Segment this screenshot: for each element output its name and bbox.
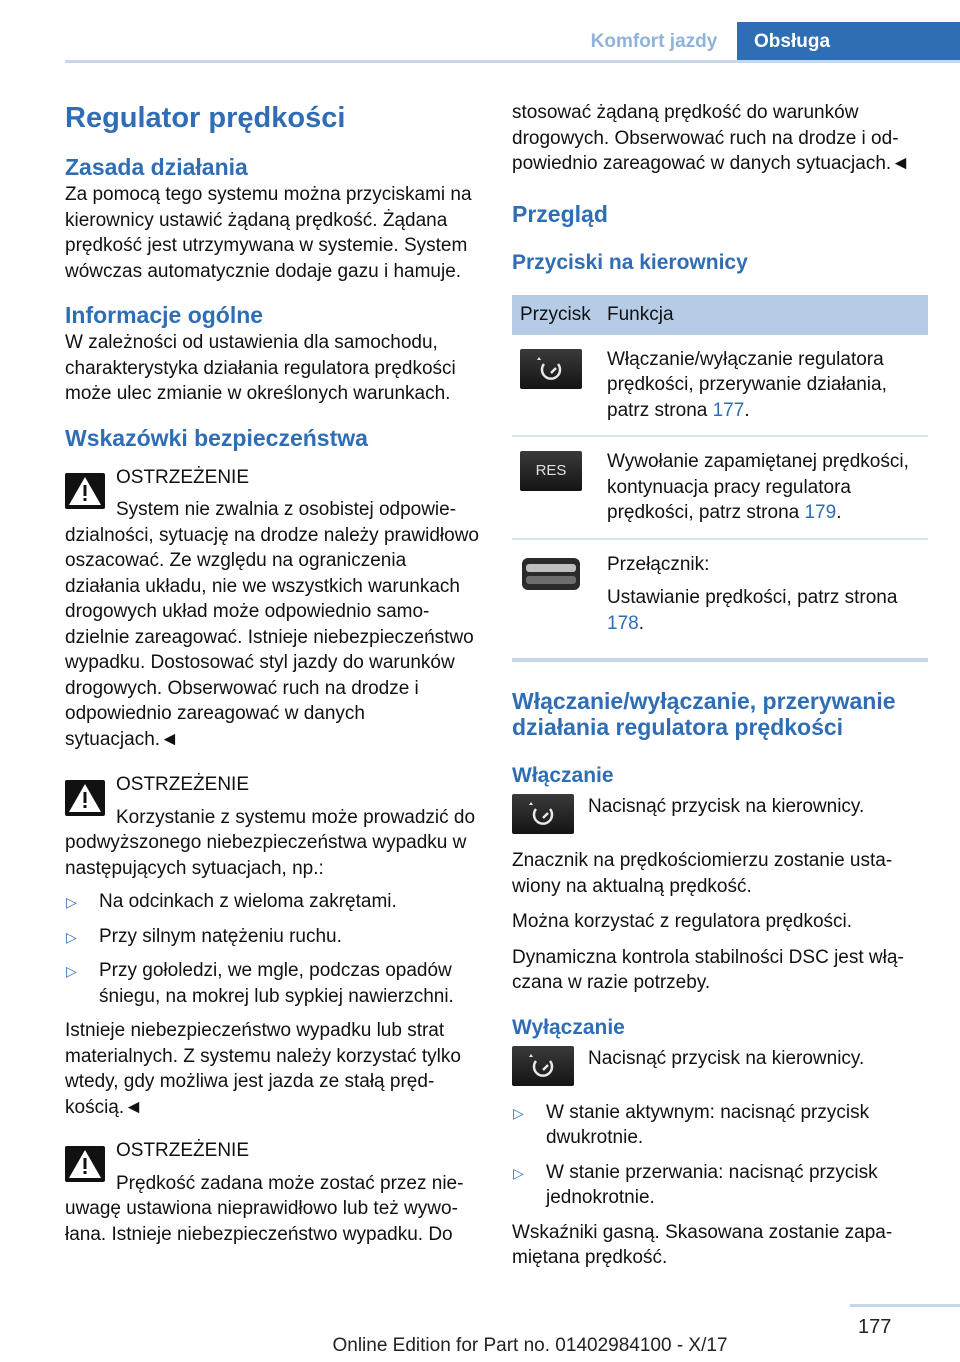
warning-3-text: Prędkość zadana może zostać przez nieuwagę ustawiona nieprawidłowo lub też wywołana. Istnieje niebezpieczeństwo wypadku. Do	[65, 1172, 464, 1245]
off-instruction: Nacisnąć przycisk na kierownicy.	[512, 1046, 932, 1086]
bullet-triangle-icon: ▷	[513, 1164, 524, 1181]
page-link[interactable]: 178	[607, 612, 639, 634]
bullet-triangle-icon: ▷	[513, 1104, 524, 1121]
table-cell-function: Przełącznik: Ustawianie prędkości, patrz strona 178.	[607, 553, 898, 634]
warning-triangle-icon	[65, 1146, 105, 1182]
table-header-button: Przycisk	[520, 303, 591, 325]
principle-text: Za pomocą tego systemu można przyciskami na kierownicy ustawić żądaną prędkość. Żądana prędkość jest utrzymywana w systemie. System wówczas automatycznie dodaje gazu i hamuje.	[65, 184, 472, 282]
on-text-2: Można korzystać z regulatora prędkości.	[512, 911, 853, 932]
general-heading: Informacje ogólne	[65, 302, 264, 328]
warning-triangle-icon	[65, 780, 105, 816]
warning-1-text: System nie zwalnia z osobistej odpowiedzialności, sytuację na drodze należy prawidłowo oszacować. Ze względu na ograniczenia działania układu, nie we wszystkich warunkach drogowych układ może odpowiednio samodzielnie zareagować. Istnieje niebezpieczeństwo wypadku. Dostosować styl jazdy do warunków drogowych. Obserwować ruch na drodze i odpowiednio zareagować w danych sytuacjach.◄	[65, 499, 480, 750]
onoff-heading: Włączanie/wyłączanie, przerywanie działania regulatora prędkości	[512, 688, 896, 740]
on-instruction: Nacisnąć przycisk na kierownicy.	[512, 794, 932, 834]
list-item: ▷ W stanie aktywnym: nacisnąć przycisk dwukrotnie.	[513, 1101, 870, 1148]
on-text-1: Znacznik na prędkościomierzu zostanie ustawiony na aktualną prędkość.	[512, 850, 893, 897]
on-text-3: Dynamiczna kontrola stabilności DSC jest włączana w razie potrzeby.	[512, 946, 904, 993]
on-heading: Włączanie	[512, 764, 614, 787]
off-list	[512, 1100, 932, 1211]
edition-text: Online Edition for Part no. 01402984100 - X/17	[332, 1335, 728, 1356]
warning-block-2	[65, 772, 483, 881]
list-item: ▷ Przy silnym natężeniu ruchu.	[65, 924, 483, 950]
cruise-control-button-icon	[520, 349, 582, 389]
header-section-tab[interactable]: Komfort jazdy	[590, 31, 718, 52]
warning-block-3	[65, 1138, 483, 1247]
table-header-function: Funkcja	[607, 303, 674, 325]
buttons-heading: Przyciski na kierownicy	[512, 250, 748, 274]
principle-heading: Zasada działania	[65, 154, 248, 180]
warning-2-title: OSTRZEŻENIE	[116, 774, 250, 795]
off-heading: Wyłączanie	[512, 1015, 625, 1039]
res-button-icon: RES	[520, 451, 582, 491]
page-number: 177	[858, 1316, 892, 1338]
warning-1-title: OSTRZEŻENIE	[116, 466, 250, 488]
table-cell-function: Wywołanie zapamiętanej prędkości, kontynuacja pracy regulatora prędkości, patrz strona 179.	[607, 451, 909, 523]
table-bottom-rule	[512, 658, 928, 662]
off-tail: Wskaźniki gasną. Skasowana zostanie zapamiętana prędkość.	[512, 1221, 893, 1268]
list-item: ▷ Na odcinkach z wieloma zakrętami.	[65, 889, 483, 915]
warning-2-list	[65, 889, 483, 1009]
warning-triangle-icon	[65, 473, 105, 509]
continuation-text: stosować żądaną prędkość do warunków drogowych. Obserwować ruch na drodze i odpowiednio zareagować w danych sytuacjach.◄	[512, 102, 910, 174]
header-active-tab[interactable]: Obsługa	[737, 22, 960, 62]
page-title: Regulator prędkości	[65, 102, 346, 134]
footer-rule	[850, 1304, 960, 1307]
general-text: W zależności od ustawienia dla samochodu, charakterystyka działania regulatora prędkości może ulec zmianie w określonych warunkach.	[65, 332, 456, 404]
warning-3-title: OSTRZEŻENIE	[116, 1140, 250, 1161]
list-item: ▷ Przy gołoledzi, we mgle, podczas opadów śniegu, na mokrej lub sypkiej nawierzchni.	[66, 960, 454, 1007]
cruise-control-button-icon	[512, 1046, 574, 1086]
bullet-triangle-icon: ▷	[66, 894, 77, 910]
warning-2-tail: Istnieje niebezpieczeństwo wypadku lub strat materialnych. Z systemu należy korzystać tylko wtedy, gdy możliwa jest jazda ze stałą prędkością.◄	[65, 1020, 461, 1118]
right-column	[512, 100, 932, 1281]
header-rule	[65, 60, 960, 63]
page-link[interactable]: 177	[712, 399, 745, 421]
table-row	[512, 437, 928, 540]
table-cell-function: Włączanie/wyłączanie regulatora prędkości, przerywanie działania, patrz strona 177.	[607, 348, 887, 421]
buttons-table	[512, 295, 928, 663]
table-row	[512, 335, 928, 438]
overview-heading: Przegląd	[512, 200, 608, 227]
page-link[interactable]: 179	[804, 502, 837, 523]
bullet-triangle-icon: ▷	[66, 963, 77, 979]
rocker-switch-icon	[520, 554, 582, 594]
bullet-triangle-icon: ▷	[66, 928, 77, 945]
left-column	[65, 98, 483, 1247]
warning-block-1	[65, 465, 483, 753]
list-item: ▷ W stanie przerwania: nacisnąć przycisk jednokrotnie.	[513, 1161, 878, 1208]
cruise-control-button-icon	[512, 794, 574, 834]
table-row	[512, 540, 928, 649]
warning-2-text: Korzystanie z systemu może prowadzić do podwyższonego niebezpieczeństwa wypadku w następujących sytuacjach, np.:	[65, 806, 476, 879]
safety-heading: Wskazówki bezpieczeństwa	[65, 424, 368, 451]
table-header	[512, 295, 928, 335]
